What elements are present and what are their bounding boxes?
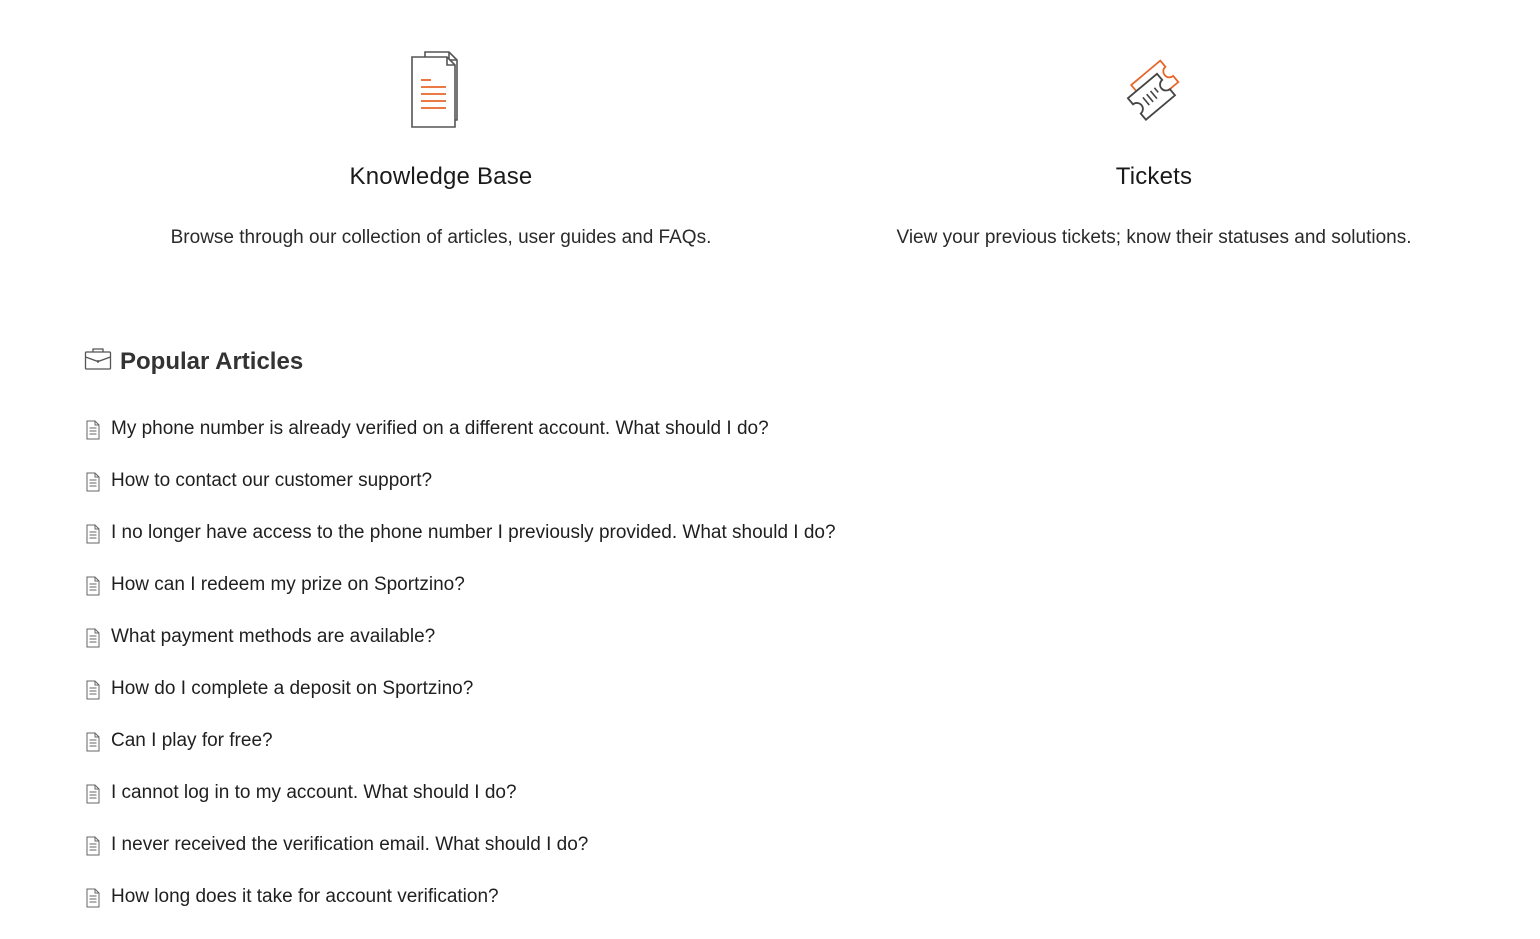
knowledge-base-card[interactable] (84, 0, 798, 280)
document-icon (85, 524, 101, 544)
knowledge-base-description: Browse through our collection of articles, user guides and FAQs. (170, 227, 712, 248)
tickets-card[interactable] (797, 0, 1511, 280)
article-item[interactable] (84, 776, 1184, 828)
article-item[interactable] (84, 412, 1184, 464)
article-link[interactable]: I never received the verification email. What should I do? (111, 834, 589, 855)
tickets-title[interactable]: Tickets (1115, 163, 1193, 190)
document-icon (85, 732, 101, 752)
article-item[interactable] (84, 464, 1184, 516)
article-link[interactable]: What payment methods are available? (111, 626, 436, 647)
article-link[interactable]: How can I redeem my prize on Sportzino? (111, 574, 465, 595)
article-link[interactable]: How long does it take for account verification? (111, 886, 499, 907)
article-item[interactable] (84, 880, 1184, 932)
article-item[interactable] (84, 568, 1184, 620)
article-item[interactable] (84, 516, 1184, 568)
article-item[interactable] (84, 620, 1184, 672)
briefcase-icon (84, 346, 112, 372)
document-icon (85, 472, 101, 492)
documents-icon (399, 48, 483, 132)
home-cards (0, 0, 1540, 290)
article-link[interactable]: I no longer have access to the phone number I previously provided. What should I do? (111, 522, 836, 543)
article-link[interactable]: How to contact our customer support? (111, 470, 433, 491)
popular-articles-list (84, 412, 1184, 932)
knowledge-base-title[interactable]: Knowledge Base (349, 163, 533, 190)
popular-articles-title: Popular Articles (120, 348, 304, 375)
popular-articles-header (84, 340, 1464, 384)
document-icon (85, 836, 101, 856)
article-item[interactable] (84, 828, 1184, 880)
article-link[interactable]: How do I complete a deposit on Sportzino? (111, 678, 474, 699)
ticket-icon (1112, 48, 1196, 132)
tickets-description: View your previous tickets; know their statuses and solutions. (896, 227, 1412, 248)
article-link[interactable]: I cannot log in to my account. What should I do? (111, 782, 517, 803)
document-icon (85, 680, 101, 700)
document-icon (85, 576, 101, 596)
article-link[interactable]: Can I play for free? (111, 730, 273, 751)
popular-articles-section (84, 340, 1464, 907)
document-icon (85, 784, 101, 804)
document-icon (85, 420, 101, 440)
article-link[interactable]: My phone number is already verified on a different account. What should I do? (111, 418, 769, 439)
document-icon (85, 888, 101, 908)
article-item[interactable] (84, 672, 1184, 724)
article-item[interactable] (84, 724, 1184, 776)
document-icon (85, 628, 101, 648)
